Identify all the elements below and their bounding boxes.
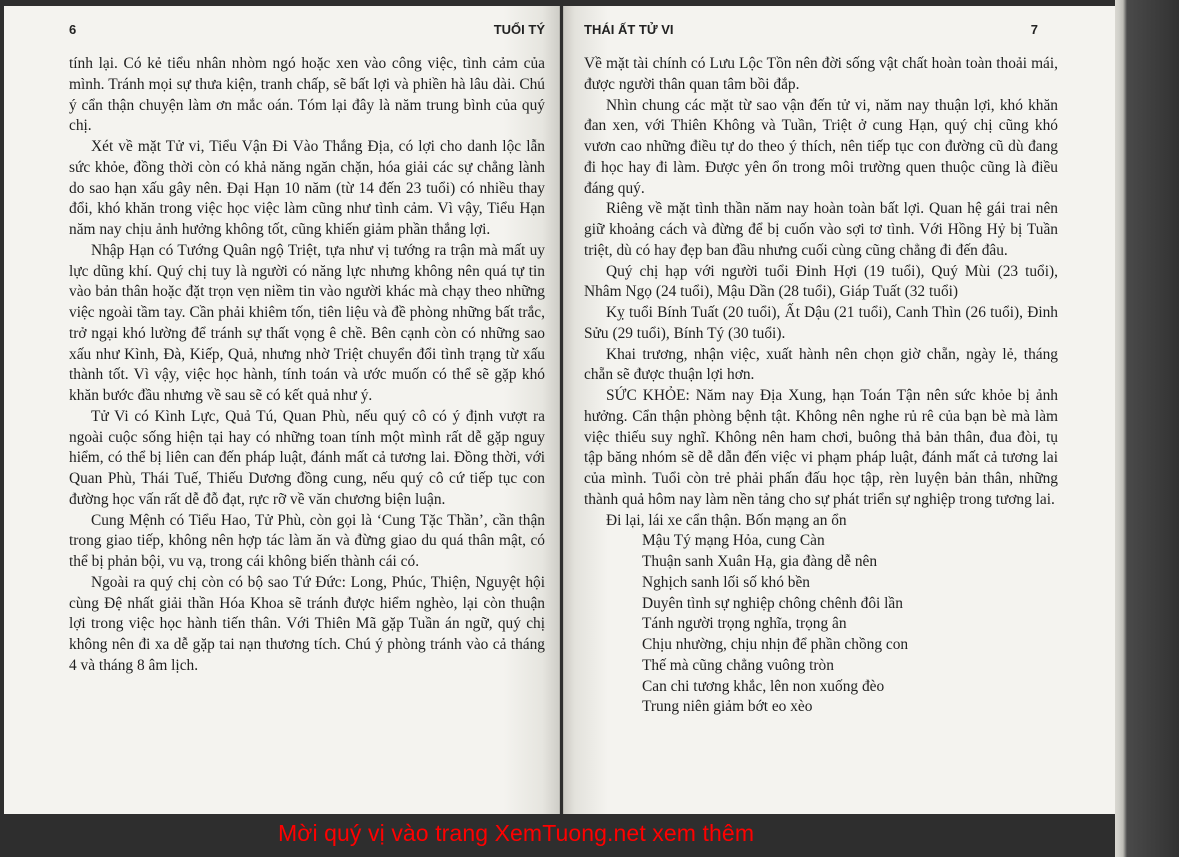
verse-line: Mậu Tý mạng Hỏa, cung Càn bbox=[642, 532, 825, 550]
left-running-header: TUỔI TÝ bbox=[493, 22, 545, 37]
right-paragraph: Đi lại, lái xe cẩn thận. Bốn mạng an ổn bbox=[606, 511, 847, 529]
verse-line: Trung niên giảm bớt eo xèo bbox=[642, 698, 813, 716]
right-running-header: THÁI ẤT TỬ VI bbox=[584, 22, 674, 37]
verse-line: Tánh người trọng nghĩa, trọng ân bbox=[642, 615, 847, 633]
left-page-number: 6 bbox=[69, 22, 77, 37]
right-paragraph: Khai trương, nhận việc, xuất hành nên chọn giờ chẵn, ngày lẻ, tháng chẵn sẽ được thuận lợi hơn. bbox=[584, 345, 1058, 384]
right-page-number: 7 bbox=[1030, 22, 1038, 37]
right-paragraph: Quý chị hạp với người tuổi Đinh Hợi (19 tuổi), Quý Mùi (23 tuổi), Nhâm Ngọ (24 tuổi), Mậu Dần (28 tuổi), Giáp Tuất (32 tuổi) bbox=[584, 262, 1058, 301]
book-edge-right bbox=[1115, 0, 1179, 857]
verse-line: Thế mà cũng chẳng vuông tròn bbox=[642, 656, 834, 674]
right-page bbox=[563, 6, 1115, 814]
right-paragraph: Nhìn chung các mặt từ sao vận đến tử vi, năm nay thuận lợi, khó khăn đan xen, với Thiên Không và Tuần, Triệt ở cung Hạn, quý chị cũng khó vươn cao những điều tự do theo ý thích, nên tiếp tục con đường cũ dù đang đi học hay đi làm. Được yên ổn trong môi trường quen thuộc cũng là điều đáng quý. bbox=[584, 96, 1058, 197]
right-paragraph: Kỵ tuổi Bính Tuất (20 tuổi), Ất Dậu (21 tuổi), Canh Thìn (26 tuổi), Đinh Sửu (29 tuổi), Bính Tý (30 tuổi). bbox=[584, 304, 1058, 342]
left-paragraph: Xét về mặt Tử vi, Tiểu Vận Đi Vào Thắng Địa, có lợi cho danh lộc lẫn sức khỏe, đồng thời còn có khả năng ngăn chặn, hóa giải các sự chẳng lành do sao hạn xấu gây nên. Đại Hạn 10 năm (từ 14 đến 23 tuổi) có nhiều thay đổi, khó khăn trong việc học việc làm cũng như tình cảm. Vì vậy, Tiểu Hạn năm nay chịu ảnh hưởng không tốt, cũng khiến giảm phần thắng lợi. bbox=[69, 138, 545, 238]
right-paragraph: Về mặt tài chính có Lưu Lộc Tồn nên đời sống vật chất hoàn toàn thoải mái, được người thân quan tâm bồi đắp. bbox=[584, 55, 1058, 93]
verse-line: Chịu nhường, chịu nhịn để phần chồng con bbox=[642, 636, 909, 653]
left-paragraph: Ngoài ra quý chị còn có bộ sao Tứ Đức: Long, Phúc, Thiện, Nguyệt hội cùng Đệ nhất giải thần Hóa Khoa sẽ tránh được hiểm nghèo, lại còn thuận lợi trong việc học hành tiến thân. Với Thiên Mã gặp Tuần án ngữ, quý chị không nên đi xa dễ gặp tai nạn thương tích. Chú ý phòng tránh vào cả tháng 4 và tháng 8 âm lịch. bbox=[69, 573, 545, 674]
verse-line: Can chi tương khắc, lên non xuống đèo bbox=[642, 677, 885, 695]
left-page-body bbox=[69, 54, 545, 677]
left-paragraph: tính lại. Có kẻ tiểu nhân nhòm ngó hoặc xen vào công việc, tình cảm của mình. Tránh mọi sự thưa kiện, tranh chấp, sẽ bất lợi và phiền hà lâu dài. Chú ý cẩn thận chuyện làm ơn mắc oán. Tóm lại đây là năm trung bình của quý chị. bbox=[69, 55, 545, 135]
left-paragraph: Nhập Hạn có Tướng Quân ngộ Triệt, tựa như vị tướng ra trận mà mất uy lực dũng khí. Quý chị tuy là người có năng lực nhưng không nên quá tự tin vào bản thân hoặc đặt trọn vẹn niềm tin vào người khác mà chạy theo những việc ngoài tầm tay. Cần phải khiêm tốn, tiên liệu và đề phòng những bất trắc, trở ngại khó lường để tránh sự thất vọng ê chề. Bên cạnh còn có những sao xấu như Kình, Đà, Kiếp, Quả, nhưng nhờ Triệt chuyển đổi tình trạng từ xấu thành tốt. Vì vậy, việc học hành, tính toán và ước muốn có thể sẽ gặp khó khăn bước đầu nhưng về sau sẽ có kết quả như ý. bbox=[69, 241, 545, 404]
right-page-body bbox=[584, 54, 1058, 718]
left-paragraph: Cung Mệnh có Tiểu Hao, Tử Phù, còn gọi là ‘Cung Tặc Thần’, cần thận trong giao tiếp, không nên hợp tác làm ăn và đừng giao du quá thân mật, có thể bị phản bội, vu vạ, trong cái không biến thành cái có. bbox=[69, 511, 545, 570]
left-page bbox=[4, 6, 560, 814]
verse-line: Duyên tình sự nghiệp chông chênh đôi lần bbox=[642, 594, 903, 612]
right-paragraph: Riêng về mặt tình thần năm nay hoàn toàn bất lợi. Quan hệ gái trai nên giữ khoảng cách và đừng để bị cuốn vào sợi tơ tình. Với Hồng Hỷ bị Tuần triệt, dù có hay đẹp ban đầu nhưng cuối cùng cũng chẳng đi đến đâu. bbox=[584, 200, 1058, 259]
verse-line: Nghịch sanh lối số khó bền bbox=[642, 573, 810, 591]
left-paragraph: Tử Vi có Kình Lực, Quả Tú, Quan Phù, nếu quý cô có ý định vượt ra ngoài cuộc sống hiện tại hay có những toan tính một mình rất dễ gặp nguy hiểm, có thể bị liên can đến pháp luật, đánh mất cả tương lai. Đồng thời, với Quan Phù, Thái Tuế, Thiếu Dương đồng cung, nếu quý cô cứ tiếp tục con đường học vấn rất dễ đỗ đạt, rực rỡ về văn chương biện luận. bbox=[69, 407, 545, 508]
health-paragraph: SỨC KHỎE: Năm nay Địa Xung, hạn Toán Tận nên sức khỏe bị ảnh hưởng. Cẩn thận phòng bệnh tật. Không nên nghe rủ rê của bạn bè mà làm việc thiếu suy nghĩ. Không nên ham chơi, buông thả bản thân, đua đòi, tụ tập băng nhóm sẽ dễ dẫn đến việc vi phạm pháp luật, đánh mất cả tương lai của mình. Tuổi còn trẻ phải phấn đấu học tập, rèn luyện bản thân, những thành quả hôm nay làm nền tảng cho sự phát triển sự nghiệp trong tương lai. bbox=[584, 387, 1058, 508]
verse-line: Thuận sanh Xuân Hạ, gia đàng dễ nên bbox=[642, 553, 878, 570]
xemtuong-footer-link[interactable]: Mời quý vị vào trang XemTuong.net xem thêm bbox=[278, 820, 755, 846]
